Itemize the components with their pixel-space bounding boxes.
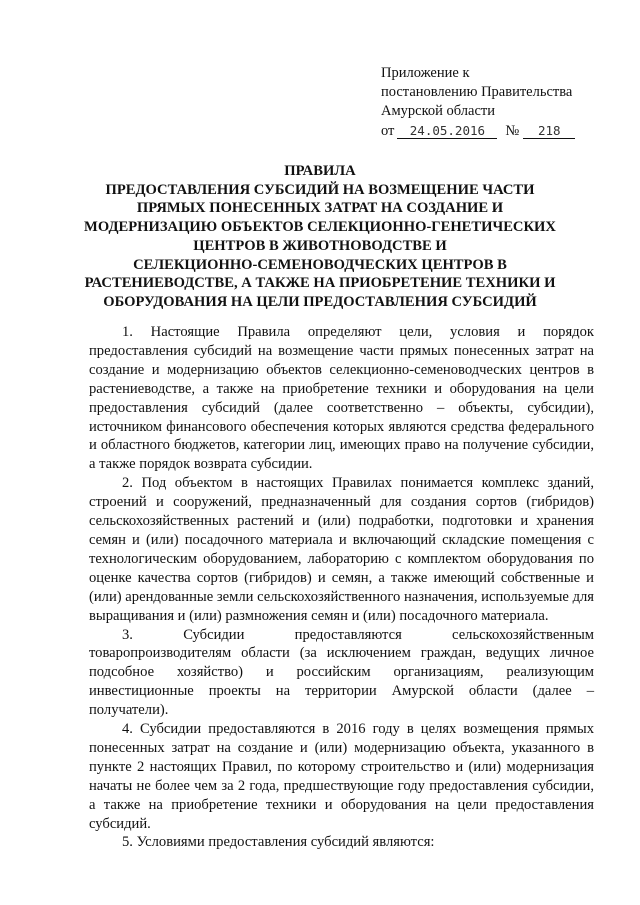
appendix-line-1: Приложение к <box>381 65 470 81</box>
appendix-line-2: постановлению Правительства <box>381 84 573 100</box>
body-paragraph: 2. Под объектом в настоящих Правилах понимается комплекс зданий, строений и сооружений, предназначенный для создания сортов (гибридов) сельскохозяйственных растений и (или) подработки, подготовки и хранения семян и (или) посадочного материала и включающий складские помещения с технологическим оборудованием, лабораторию с комплектом оборудования по оценке качества сортов (гибридов) и семян, а также имеющий собственные и (или) арендованные земли сельскохозяйственного назначения, используемые для выращивания и (или) размножения семян и (или) посадочного материала. <box>89 475 594 624</box>
body-paragraph: 1. Настоящие Правила определяют цели, условия и порядок предоставления субсидий на возмещение части прямых понесенных затрат на создание и модернизацию объектов селекционно-семеноводческих центров в растениеводстве, а также на приобретение техники и оборудования на цели предоставления субсидий (далее соответственно – объекты, субсидии), источником финансового обеспечения которых являются средства федерального и областного бюджетов, категории лиц, имеющих право на получение субсидии, а также порядок возврата субсидии. <box>89 324 594 473</box>
resolution-date: 24.05.2016 <box>397 123 497 139</box>
appendix-date-line <box>381 122 621 141</box>
body-paragraph: 4. Субсидии предоставляются в 2016 году в целях возмещения прямых понесенных затрат на создание и (или) модернизацию объекта, указанного в пункте 2 настоящих Правил, по которому строительство и (или) модернизация начаты не более чем за 2 года, предшествующие году предоставления субсидии, а также на приобретение техники и оборудования на цели предоставления субсидий. <box>89 721 594 832</box>
title-line: МОДЕРНИЗАЦИЮ ОБЪЕКТОВ СЕЛЕКЦИОННО-ГЕНЕТИЧЕСКИХ <box>84 219 556 236</box>
date-prefix: от <box>381 123 395 139</box>
title-line: ПРЯМЫХ ПОНЕСЕННЫХ ЗАТРАТ НА СОЗДАНИЕ И <box>136 200 504 217</box>
title-line: СЕЛЕКЦИОННО-СЕМЕНОВОДЧЕСКИХ ЦЕНТРОВ В <box>133 256 507 273</box>
resolution-number: 218 <box>523 123 575 139</box>
body-paragraph: 5. Условиями предоставления субсидий являются: <box>122 834 435 851</box>
title-line: ЦЕНТРОВ В ЖИВОТНОВОДСТВЕ И <box>193 237 447 254</box>
appendix-line-3: Амурской области <box>381 103 495 119</box>
body-paragraph: 3. Субсидии предоставляются сельскохозяйственным товаропроизводителям области (за исключением граждан, ведущих личное подсобное хозяйство) и российским организациям, реализующим инвестиционные проекты на территории Амурской области (далее – получатели). <box>89 626 594 719</box>
appendix-block <box>381 64 621 141</box>
title-line: ПРАВИЛА <box>284 163 356 179</box>
title-line: РАСТЕНИЕВОДСТВЕ, А ТАКЖЕ НА ПРИОБРЕТЕНИЕ ТЕХНИКИ И <box>84 275 556 292</box>
title-line: ПРЕДОСТАВЛЕНИЯ СУБСИДИЙ НА ВОЗМЕЩЕНИЕ ЧАСТИ <box>105 181 535 198</box>
number-label: № <box>505 123 520 139</box>
document-body <box>89 323 594 852</box>
title-line: ОБОРУДОВАНИЯ НА ЦЕЛИ ПРЕДОСТАВЛЕНИЯ СУБСИДИЙ <box>103 293 537 310</box>
document-title <box>70 162 570 312</box>
